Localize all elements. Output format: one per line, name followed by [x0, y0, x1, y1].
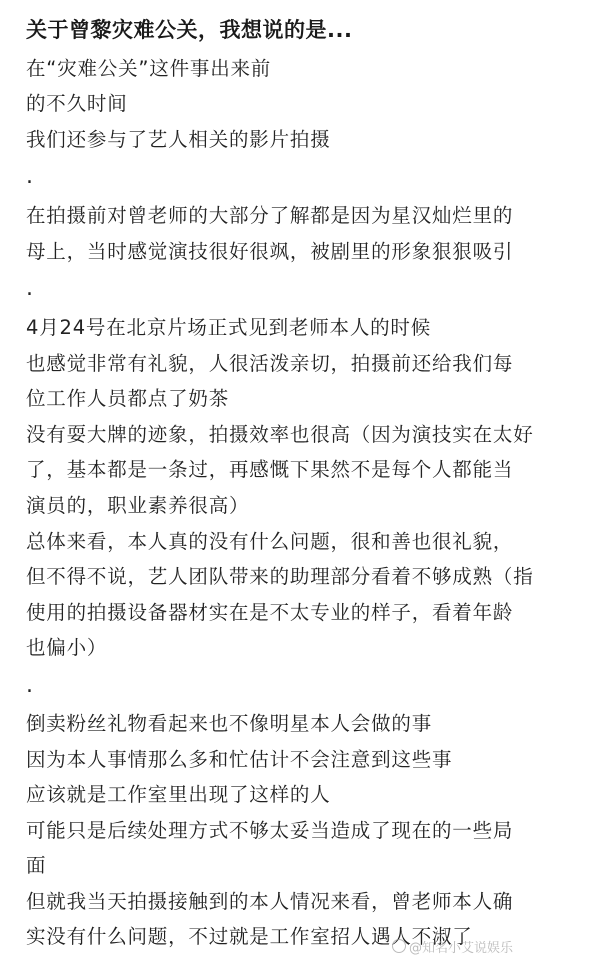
- post-line: 演员的，职业素养很高）: [26, 494, 250, 517]
- watermark-text: @知名小艾说娱乐: [409, 941, 514, 956]
- post-line: 位工作人员都点了奶茶: [26, 387, 230, 410]
- post-line: 但不得不说，艺人团队带来的助理部分看着不够成熟（指: [26, 565, 534, 588]
- post-line: 母上，当时感觉演技很好很飒，被剧里的形象狠狠吸引: [26, 240, 514, 263]
- post-line: 我们还参与了艺人相关的影片拍摄: [26, 128, 331, 151]
- post-line: 倒卖粉丝礼物看起来也不像明星本人会做的事: [26, 712, 433, 735]
- post-line: 了，基本都是一条过，再感慨下果然不是每个人都能当: [26, 458, 514, 481]
- post-line: 4月24号在北京片场正式见到老师本人的时候: [26, 316, 432, 339]
- separator-dot: .: [26, 164, 34, 189]
- post-line: 面: [26, 854, 47, 877]
- post-line: 应该就是工作室里出现了这样的人: [26, 783, 331, 806]
- post-line: 没有耍大牌的迹象，拍摄效率也很高（因为演技实在太好: [26, 423, 534, 446]
- weibo-icon: [392, 939, 406, 953]
- post-title: 关于曾黎灾难公关，我想说的是...: [26, 18, 353, 42]
- post-line: 使用的拍摄设备器材实在是不太专业的样子，看着年龄: [26, 601, 514, 624]
- separator-dot: .: [26, 276, 34, 301]
- post-line: 总体来看，本人真的没有什么问题，很和善也很礼貌，: [26, 530, 514, 553]
- separator-dot: .: [26, 673, 34, 698]
- post-line: 但就我当天拍摄接触到的本人情况来看，曾老师本人确: [26, 890, 514, 913]
- post-line: 也偏小）: [26, 636, 108, 659]
- post-line: 在拍摄前对曾老师的大部分了解都是因为星汉灿烂里的: [26, 204, 514, 227]
- watermark: [392, 937, 513, 956]
- post-line: 实没有什么问题，不过就是工作室招人遇人不淑了: [26, 925, 473, 948]
- post-line: 可能只是后续处理方式不够太妥当造成了现在的一些局: [26, 819, 514, 842]
- post-line: 因为本人事情那么多和忙估计不会注意到这些事: [26, 748, 453, 771]
- post-line: 也感觉非常有礼貌，人很活泼亲切，拍摄前还给我们每: [26, 352, 514, 375]
- post-line: 在“灾难公关”这件事出来前: [26, 57, 272, 80]
- post-line: 的不久时间: [26, 92, 128, 115]
